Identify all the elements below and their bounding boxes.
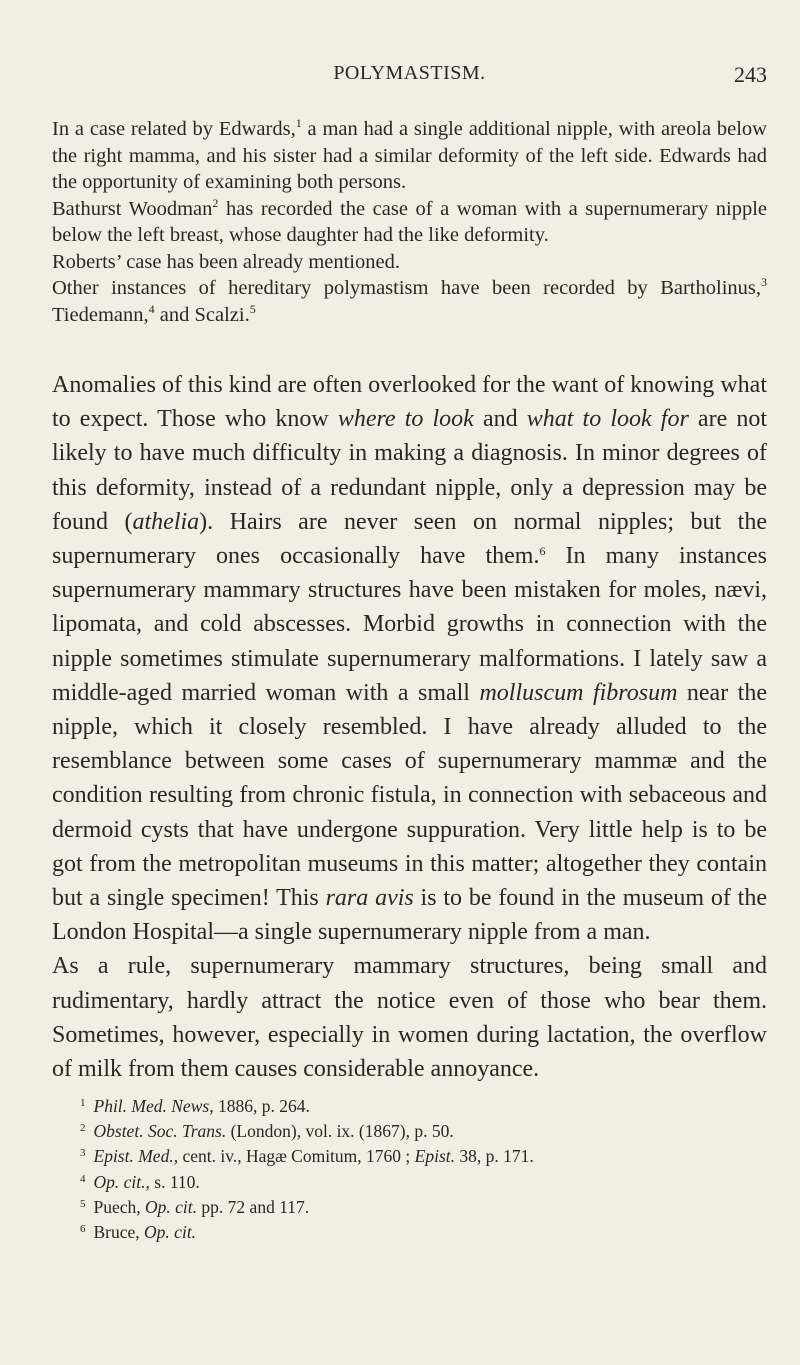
italic-text: Obstet. Soc. Trans. (93, 1121, 227, 1142)
italic-text: rara avis (325, 885, 414, 912)
paragraph: Other instances of hereditary polymastism have been recorded by Bartholinus,$^3$ Tiedemann,$^4$ and Scalzi.$^5$ (52, 275, 767, 326)
footnote: $^5$ Puech, Op. cit. pp. 72 and 117. (80, 1196, 310, 1217)
footnotes (80, 1092, 770, 1243)
running-head: POLYMASTISM. (333, 62, 486, 84)
footnote-ref: 2 (212, 195, 219, 210)
italic-text: where to look (337, 406, 474, 433)
footnote-number: 1 (80, 1097, 86, 1109)
footnote-number: 3 (80, 1147, 86, 1160)
italic-text: what to look for (526, 406, 689, 433)
paragraph: Roberts’ case has been already mentioned. (52, 250, 400, 273)
footnote: $^6$ Bruce, Op. cit. (80, 1222, 197, 1243)
paragraph: Anomalies of this kind are often overlooked for the want of knowing what to expect. Those who know where to look and what to look for are not likely to have much difficulty in making a diagnosis. In minor degrees of this deformity, instead of a redundant nipple, only a depression may be found (athelia). Hairs are never seen on normal nipples; but the supernumerary ones occasionally have them.$^6$ In many instances supernumerary mammary structures have been mistaken for moles, nævi, lipomata, and cold abscesses. Morbid growths in connection with the nipple sometimes stimulate supernumerary malformations. I lately saw a middle-aged married woman with a small molluscum fibrosum near the nipple, which it closely resembled. I have already alluded to the resemblance between some cases of supernumerary mammæ and the condition resulting from chronic fistula, in connection with sebaceous and dermoid cysts that have undergone suppuration. Very little help is to be got from the metropolitan museums in this matter; altogether they contain but a single specimen! This rara avis is to be found in the museum of the London Hospital—a single supernumerary nipple from a man. (52, 372, 768, 946)
footnote-number: 6 (80, 1223, 86, 1236)
small-print-paragraphs (52, 116, 767, 328)
footnote-ref: 6 (539, 544, 546, 559)
paragraph: Bathurst Woodman$^2$ has recorded the case of a woman with a supernumerary nipple below the left breast, whose daughter had the like deformity. (52, 195, 767, 246)
page-number: 243 (734, 62, 767, 87)
footnote-ref: 5 (249, 301, 256, 316)
footnote: $^3$ Epist. Med., cent. iv., Hagæ Comitum, 1760 ; Epist. 38, p. 171. (80, 1146, 534, 1167)
italic-text: Op. cit. (145, 1196, 198, 1217)
footnote-number: 2 (80, 1122, 86, 1135)
footnote: $^4$ Op. cit., s. 110. (80, 1171, 200, 1192)
paragraph: As a rule, supernumerary mammary structures, being small and rudimentary, hardly attract the notice even of those who bear them. Sometimes, however, especially in women during lactation, the overflow of milk from them causes considerable annoyance. (52, 953, 767, 1083)
italic-text: athelia (132, 508, 200, 535)
page-header (52, 62, 767, 90)
footnote-ref: 4 (148, 301, 155, 316)
footnote: $^2$ Obstet. Soc. Trans. (London), vol. ix. (1867), p. 50. (80, 1121, 454, 1142)
italic-text: Phil. Med. News (93, 1096, 210, 1116)
footnote-ref: 3 (761, 275, 767, 289)
footnote-number: 5 (80, 1197, 86, 1210)
italic-text: Epist. (414, 1146, 455, 1167)
italic-text: molluscum fibrosum (479, 679, 678, 706)
main-paragraphs (52, 368, 767, 1086)
paragraph: In a case related by Edwards,$^1$ a man had a single additional nipple, with areola below the right mamma, and his sister had a similar deformity of the left side. Edwards had the opportunity of examining both persons. (52, 116, 767, 193)
italic-text: Op. cit. (93, 1171, 146, 1192)
footnote-ref: 1 (295, 116, 302, 130)
footnote: $^1$ Phil. Med. News, 1886, p. 264. (80, 1096, 310, 1116)
footnote-number: 4 (80, 1172, 86, 1185)
italic-text: Op. cit. (144, 1222, 197, 1243)
italic-text: Epist. Med. (93, 1146, 174, 1167)
